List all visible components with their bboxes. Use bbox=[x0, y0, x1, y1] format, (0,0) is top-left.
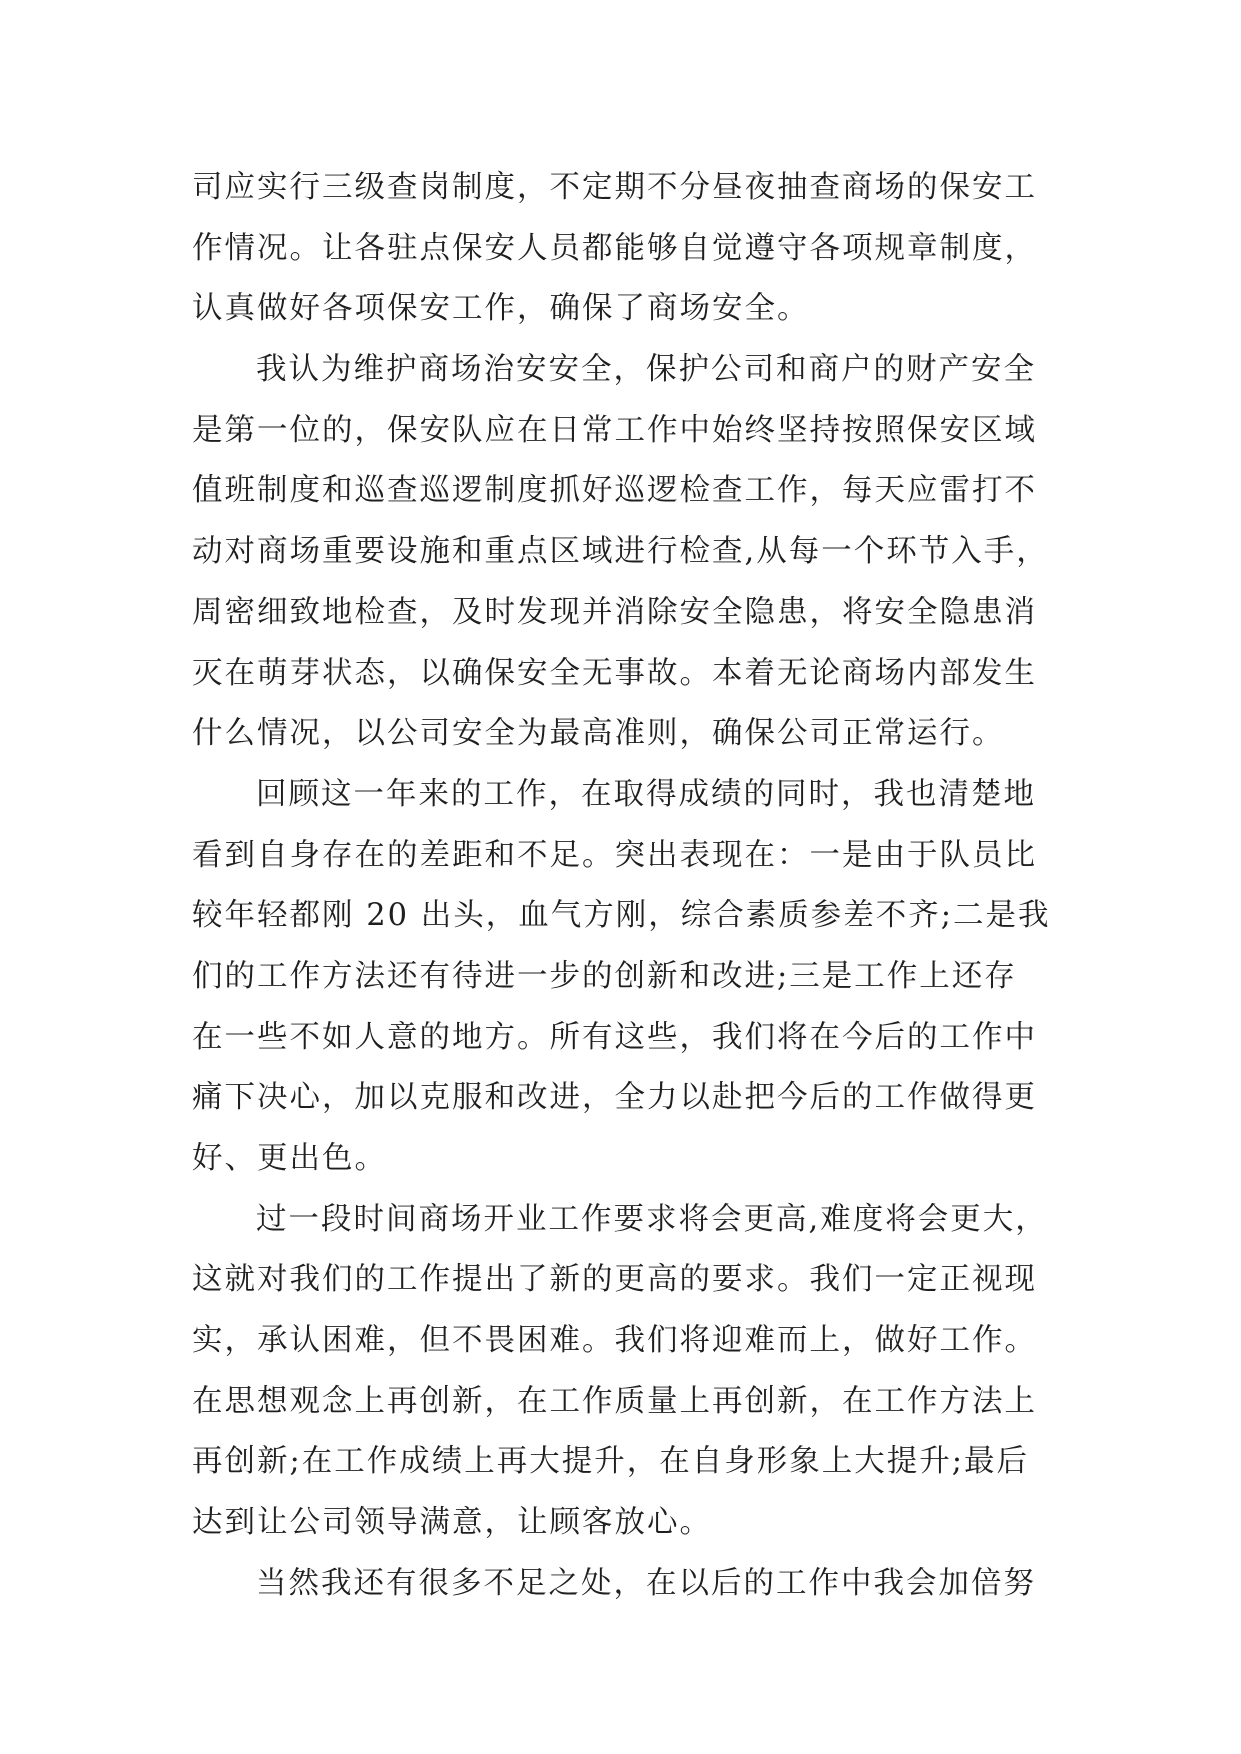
text-line-12: 看到自身存在的差距和不足。突出表现在：一是由于队员比 bbox=[192, 837, 1037, 873]
text-line-7: 动对商场重要设施和重点区域进行检查,从每一个环节入手， bbox=[192, 534, 1049, 570]
text-line-23: 达到让公司领导满意，让顾客放心。 bbox=[192, 1505, 712, 1541]
text-line-10: 什么情况，以公司安全为最高准则，确保公司正常运行。 bbox=[192, 716, 1005, 752]
text-line-1: 司应实行三级查岗制度，不定期不分昼夜抽查商场的保安工 bbox=[192, 170, 1037, 205]
text-line-15: 在一些不如人意的地方。所有这些，我们将在今后的工作中 bbox=[192, 1019, 1037, 1055]
text-line-20: 实，承认困难，但不畏困难。我们将迎难而上，做好工作。 bbox=[192, 1323, 1037, 1359]
text-line-14: 们的工作方法还有待进一步的创新和改进;三是工作上还存 bbox=[192, 958, 1017, 994]
text-line-9: 灭在萌芽状态，以确保安全无事故。本着无论商场内部发生 bbox=[192, 655, 1037, 691]
text-line-18: 过一段时间商场开业工作要求将会更高,难度将会更大， bbox=[256, 1201, 1048, 1237]
text-line-11: 回顾这一年来的工作，在取得成绩的同时，我也清楚地 bbox=[256, 776, 1036, 812]
text-line-16: 痛下决心，加以克服和改进，全力以赴把今后的工作做得更 bbox=[192, 1080, 1037, 1116]
text-line-24: 当然我还有很多不足之处，在以后的工作中我会加倍努 bbox=[256, 1565, 1036, 1601]
text-line-6: 值班制度和巡查巡逻制度抓好巡逻检查工作，每天应雷打不 bbox=[192, 473, 1037, 509]
text-line-2: 作情况。让各驻点保安人员都能够自觉遵守各项规章制度， bbox=[192, 230, 1037, 266]
text-line-17: 好、更出色。 bbox=[192, 1141, 387, 1176]
text-line-22: 再创新;在工作成绩上再大提升，在自身形象上大提升;最后 bbox=[192, 1444, 1030, 1480]
text-line-13: 较年轻都刚 20 出头，血气方刚，综合素质参差不齐;二是我 bbox=[192, 898, 1051, 934]
text-line-3: 认真做好各项保安工作，确保了商场安全。 bbox=[192, 291, 810, 327]
text-line-5: 是第一位的，保安队应在日常工作中始终坚持按照保安区域 bbox=[192, 412, 1037, 448]
text-line-4: 我认为维护商场治安安全，保护公司和商户的财产安全 bbox=[256, 352, 1036, 388]
text-line-19: 这就对我们的工作提出了新的更高的要求。我们一定正视现 bbox=[192, 1262, 1037, 1298]
document-body-text bbox=[192, 158, 1052, 1615]
text-line-21: 在思想观念上再创新，在工作质量上再创新，在工作方法上 bbox=[192, 1383, 1037, 1419]
text-line-8: 周密细致地检查，及时发现并消除安全隐患，将安全隐患消 bbox=[192, 594, 1037, 630]
